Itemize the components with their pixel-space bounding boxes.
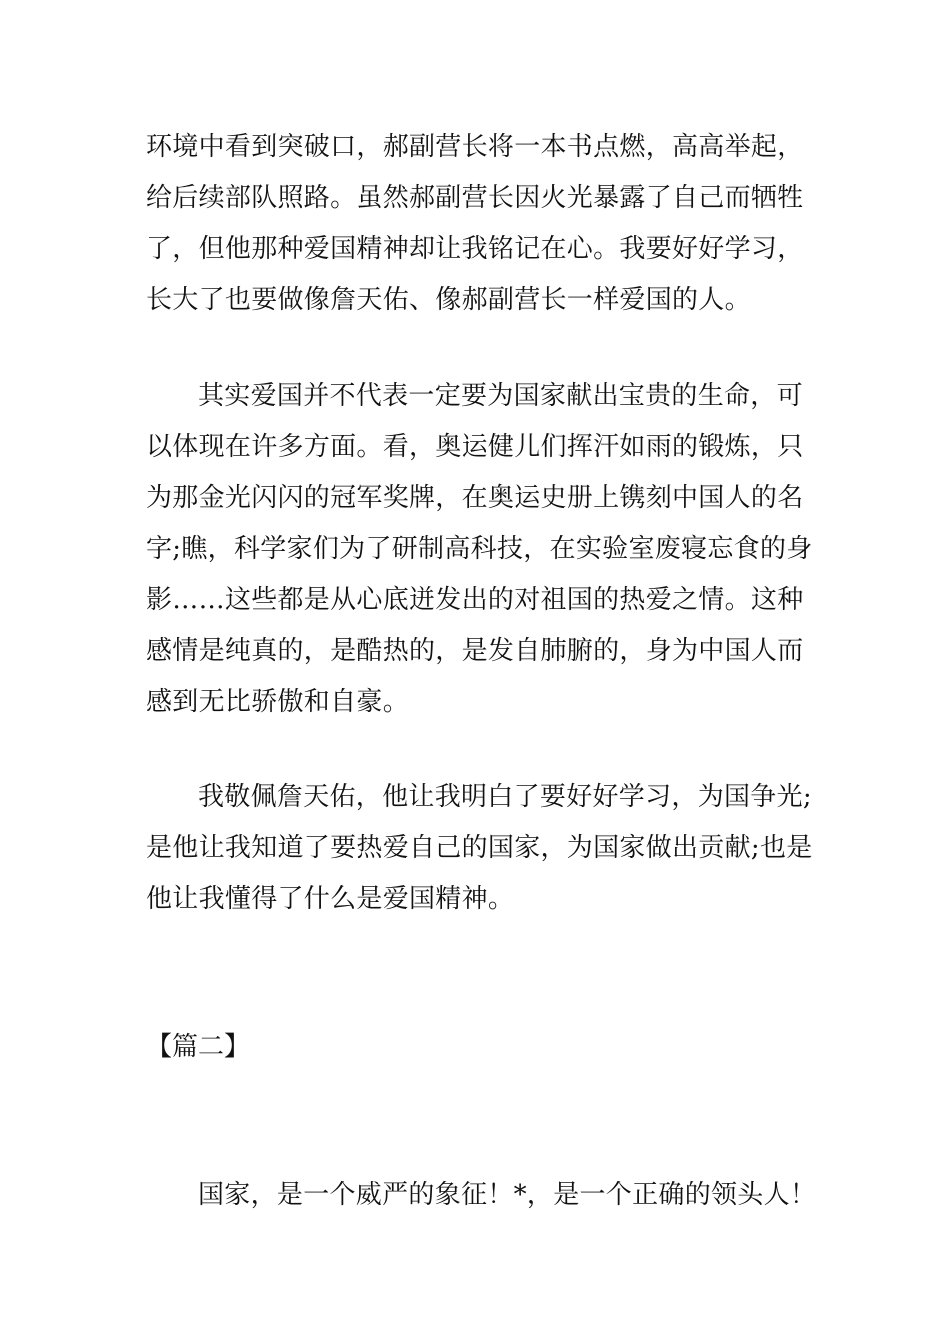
paragraph-line: 国家，是一个威严的象征！*，是一个正确的领头人！ bbox=[198, 1180, 817, 1210]
paragraph-2 bbox=[146, 371, 813, 728]
paragraph-3 bbox=[146, 772, 813, 925]
paragraph-line: 是他让我知道了要热爱自己的国家，为国家做出贡献;也是 bbox=[146, 833, 813, 863]
paragraph-line: 我敬佩詹天佑，他让我明白了要好好学习，为国争光; bbox=[198, 782, 812, 812]
paragraph-line: 环境中看到突破口，郝副营长将一本书点燃，高高举起， bbox=[146, 132, 804, 162]
paragraph-line: 感到无比骄傲和自豪。 bbox=[146, 687, 410, 717]
paragraph-line: 给后续部队照路。虽然郝副营长因火光暴露了自己而牺牲 bbox=[146, 183, 804, 213]
section-heading: 【篇二】 bbox=[146, 1032, 251, 1062]
paragraph-4 bbox=[146, 1170, 817, 1221]
paragraph-line: 长大了也要做像詹天佑、像郝副营长一样爱国的人。 bbox=[146, 285, 751, 315]
paragraph-1 bbox=[146, 122, 810, 326]
paragraph-line: 了，但他那种爱国精神却让我铭记在心。我要好好学习， bbox=[146, 234, 804, 264]
paragraph-line: 以体现在许多方面。看，奥运健儿们挥汗如雨的锻炼，只 bbox=[146, 432, 804, 462]
paragraph-line: 感情是纯真的，是酷热的，是发自肺腑的，身为中国人而 bbox=[146, 636, 804, 666]
paragraph-line: 字;瞧，科学家们为了研制高科技，在实验室废寝忘食的身 bbox=[146, 534, 813, 564]
paragraph-line: 为那金光闪闪的冠军奖牌，在奥运史册上镌刻中国人的名 bbox=[146, 483, 804, 513]
paragraph-line: 其实爱国并不代表一定要为国家献出宝贵的生命，可 bbox=[198, 381, 803, 411]
paragraph-line: 影……这些都是从心底迸发出的对祖国的热爱之情。这种 bbox=[146, 585, 804, 615]
paragraph-line: 他让我懂得了什么是爱国精神。 bbox=[146, 884, 515, 914]
